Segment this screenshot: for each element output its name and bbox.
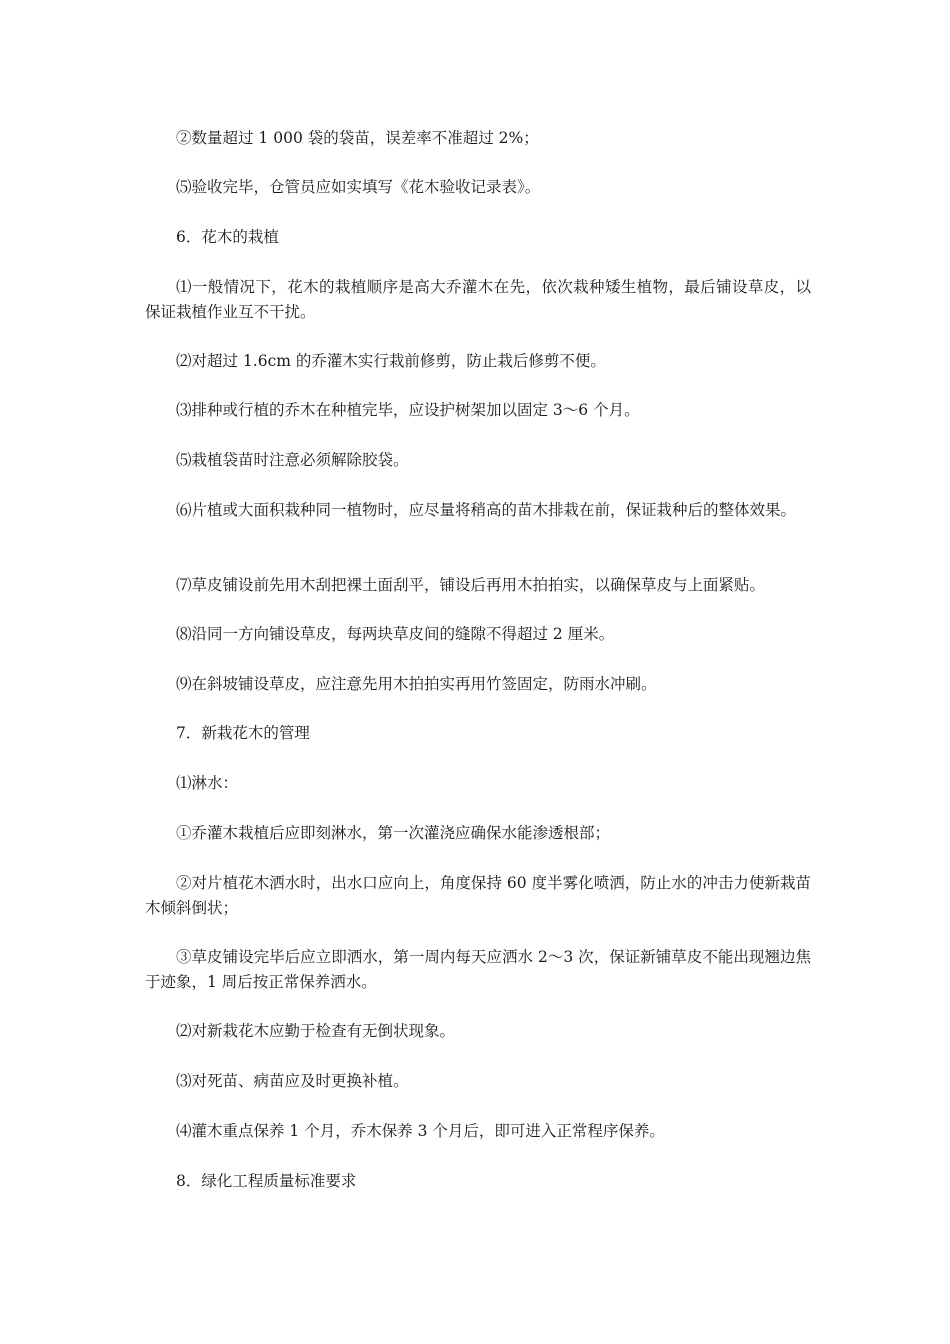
- paragraph-item-5-inspection: ⑸验收完毕，仓管员应如实填写《花木验收记录表》。: [176, 178, 541, 196]
- paragraph-maintenance-period: ⑷灌木重点保养 1 个月，乔木保养 3 个月后，即可进入正常程序保养。: [176, 1122, 665, 1140]
- paragraph-turf-prep: ⑺草皮铺设前先用木刮把裸土面刮平，铺设后再用木拍拍实，以确保草皮与上面紧贴。: [176, 576, 766, 594]
- paragraph-watering-trees: ①乔灌木栽植后应即刻淋水，第一次灌浇应确保水能渗透根部；: [176, 824, 611, 842]
- paragraph-tree-support: ⑶排种或行植的乔木在种植完毕，应设护树架加以固定 3～6 个月。: [176, 401, 640, 419]
- paragraph-turf-direction: ⑻沿同一方向铺设草皮，每两块草皮间的缝隙不得超过 2 厘米。: [176, 625, 615, 643]
- section-heading-6: 6．花木的栽植: [176, 228, 279, 246]
- paragraph-bag-removal: ⑸栽植袋苗时注意必须解除胶袋。: [176, 451, 409, 469]
- section-heading-7: 7．新栽花木的管理: [176, 724, 310, 742]
- paragraph-watering-turf: ③草皮铺设完毕后应立即洒水，第一周内每天应洒水 2～3 次，保证新铺草皮不能出现翘边焦于迹象，1 周后按正常保养洒水。: [145, 948, 811, 991]
- paragraph-mass-planting: ⑹片植或大面积栽种同一植物时，应尽量将稍高的苗木排栽在前，保证栽种后的整体效果。: [176, 501, 797, 519]
- paragraph-planting-order: ⑴一般情况下，花木的栽植顺序是高大乔灌木在先，依次栽种矮生植物，最后铺设草皮，以保证栽植作业互不干扰。: [145, 278, 811, 321]
- paragraph-watering-beds: ②对片植花木洒水时，出水口应向上，角度保持 60 度半雾化喷洒，防止水的冲击力使新栽苗木倾斜倒状；: [145, 874, 811, 917]
- paragraph-slope-turf: ⑼在斜坡铺设草皮，应注意先用木拍拍实再用竹签固定，防雨水冲刷。: [176, 675, 657, 693]
- paragraph-replant: ⑶对死苗、病苗应及时更换补植。: [176, 1072, 409, 1090]
- paragraph-pruning: ⑵对超过 1.6cm 的乔灌木实行栽前修剪，防止栽后修剪不便。: [176, 352, 606, 370]
- paragraph-watering-heading: ⑴淋水：: [176, 774, 239, 792]
- paragraph-item-2-quantity: ②数量超过 1 000 袋的袋苗，误差率不准超过 2%；: [176, 129, 539, 147]
- section-heading-8: 8．绿化工程质量标准要求: [176, 1172, 357, 1190]
- paragraph-check-lodging: ⑵对新栽花木应勤于检查有无倒状现象。: [176, 1022, 456, 1040]
